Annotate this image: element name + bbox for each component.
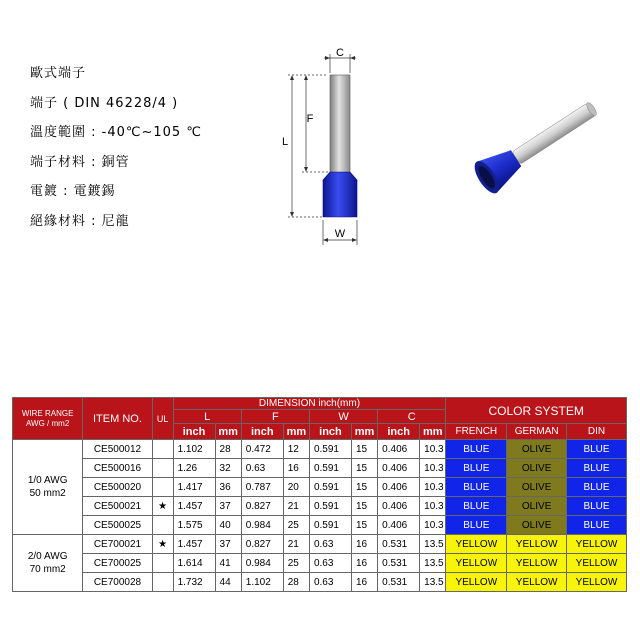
table-row <box>13 459 627 478</box>
dim-w-mm-cell: 16 <box>351 535 377 554</box>
dim-f-mm-cell: 21 <box>283 497 309 516</box>
dim-l-mm-cell: 32 <box>215 459 241 478</box>
dim-w-inch-cell: 0.591 <box>309 440 351 459</box>
dim-l-inch-cell: 1.457 <box>173 497 215 516</box>
color-french-cell: YELLOW <box>446 554 507 573</box>
color-german-cell: OLIVE <box>507 516 567 535</box>
unit-inch-header: inch <box>309 424 351 440</box>
color-din-cell: YELLOW <box>567 535 627 554</box>
dim-f-mm-cell: 25 <box>283 516 309 535</box>
item-number-cell: CE500012 <box>83 440 152 459</box>
dim-label-f: F <box>306 113 314 125</box>
dim-c-inch-cell: 0.531 <box>378 535 420 554</box>
dim-f-inch-cell: 0.984 <box>241 516 283 535</box>
ul-cell <box>152 554 173 573</box>
spec-temperature: 溫度範圍 : -40℃~105 ℃ <box>30 125 202 140</box>
item-number-cell: CE500021 <box>83 497 152 516</box>
dim-l-mm-cell: 28 <box>215 440 241 459</box>
ul-cell <box>152 459 173 478</box>
dim-l-header: L <box>173 410 241 424</box>
spec-standard: 端子 ( DIN 46228/4 ) <box>30 95 179 111</box>
dim-w-mm-cell: 15 <box>351 516 377 535</box>
dim-c-inch-cell: 0.406 <box>378 440 420 459</box>
table-row <box>13 573 627 592</box>
dim-f-mm-cell: 20 <box>283 478 309 497</box>
dim-c-mm-cell: 13.5 <box>420 554 446 573</box>
color-german-cell: YELLOW <box>507 573 567 592</box>
dim-f-inch-cell: 1.102 <box>241 573 283 592</box>
dim-c-inch-cell: 0.531 <box>378 554 420 573</box>
german-header: GERMAN <box>507 424 567 440</box>
color-din-cell: BLUE <box>567 459 627 478</box>
dim-w-mm-cell: 16 <box>351 573 377 592</box>
color-din-cell: YELLOW <box>567 554 627 573</box>
ul-cell <box>152 440 173 459</box>
dim-c-mm-cell: 10.3 <box>420 497 446 516</box>
table-row <box>13 497 627 516</box>
item-number-cell: CE500016 <box>83 459 152 478</box>
dim-l-mm-cell: 40 <box>215 516 241 535</box>
color-french-cell: BLUE <box>446 516 507 535</box>
ul-cell <box>152 573 173 592</box>
dim-w-mm-cell: 15 <box>351 497 377 516</box>
color-din-cell: BLUE <box>567 516 627 535</box>
color-german-cell: OLIVE <box>507 478 567 497</box>
unit-inch-header: inch <box>241 424 283 440</box>
dim-l-mm-cell: 37 <box>215 497 241 516</box>
color-french-cell: BLUE <box>446 459 507 478</box>
dim-f-inch-cell: 0.787 <box>241 478 283 497</box>
dim-label-l: L <box>281 136 289 148</box>
dim-l-inch-cell: 1.732 <box>173 573 215 592</box>
color-din-cell: YELLOW <box>567 573 627 592</box>
color-din-cell: BLUE <box>567 440 627 459</box>
wire-range-cell <box>13 535 83 592</box>
color-german-cell: YELLOW <box>507 535 567 554</box>
range-mm: 50 mm2 <box>29 488 66 499</box>
dim-w-inch-cell: 0.591 <box>309 497 351 516</box>
dim-l-inch-cell: 1.575 <box>173 516 215 535</box>
color-german-cell: OLIVE <box>507 440 567 459</box>
dim-w-mm-cell: 15 <box>351 478 377 497</box>
range-awg: 2/0 AWG <box>27 551 68 562</box>
table-row <box>13 516 627 535</box>
color-french-cell: YELLOW <box>446 535 507 554</box>
item-number-cell: CE500020 <box>83 478 152 497</box>
ul-cell: ★ <box>152 535 173 554</box>
dim-w-mm-cell: 15 <box>351 459 377 478</box>
dim-l-inch-cell: 1.26 <box>173 459 215 478</box>
french-header: FRENCH <box>446 424 507 440</box>
item-number-cell: CE500025 <box>83 516 152 535</box>
dim-l-inch-cell: 1.417 <box>173 478 215 497</box>
dimension-drawing <box>280 40 390 250</box>
range-awg: 1/0 AWG <box>27 475 68 486</box>
table-row <box>13 478 627 497</box>
dim-f-inch-cell: 0.984 <box>241 554 283 573</box>
dim-f-header: F <box>241 410 309 424</box>
dim-c-inch-cell: 0.406 <box>378 497 420 516</box>
ferrule-side-view <box>323 75 357 217</box>
dim-w-inch-cell: 0.591 <box>309 459 351 478</box>
ul-header: UL <box>152 398 173 440</box>
spec-insulation: 絕緣材料 : 尼龍 <box>30 213 130 229</box>
color-french-cell: BLUE <box>446 497 507 516</box>
spec-title: 歐式端子 <box>30 66 87 81</box>
dim-w-inch-cell: 0.591 <box>309 478 351 497</box>
table-body <box>13 440 627 592</box>
spec-plating: 電鍍 : 電鍍錫 <box>30 184 116 199</box>
item-number-header: ITEM NO. <box>83 398 152 440</box>
item-number-cell: CE700021 <box>83 535 152 554</box>
spec-list <box>30 66 202 243</box>
color-system-header: COLOR SYSTEM <box>446 398 627 424</box>
dim-l-mm-cell: 36 <box>215 478 241 497</box>
unit-mm-header: mm <box>215 424 241 440</box>
table-row <box>13 440 627 459</box>
dim-c-mm-cell: 10.3 <box>420 478 446 497</box>
dim-c-inch-cell: 0.531 <box>378 573 420 592</box>
dim-c-mm-cell: 10.3 <box>420 440 446 459</box>
dim-l-inch-cell: 1.614 <box>173 554 215 573</box>
unit-mm-header: mm <box>283 424 309 440</box>
spec-material: 端子材料 : 銅管 <box>30 154 130 170</box>
color-french-cell: BLUE <box>446 440 507 459</box>
color-german-cell: OLIVE <box>507 459 567 478</box>
dim-l-inch-cell: 1.457 <box>173 535 215 554</box>
dim-l-inch-cell: 1.102 <box>173 440 215 459</box>
wire-range-header-line1: WIRE RANGE <box>21 408 74 418</box>
unit-mm-header: mm <box>351 424 377 440</box>
range-mm: 70 mm2 <box>29 564 66 575</box>
dim-f-mm-cell: 12 <box>283 440 309 459</box>
table-row <box>13 535 627 554</box>
dim-f-inch-cell: 0.827 <box>241 497 283 516</box>
din-header: DIN <box>567 424 627 440</box>
dim-w-header: W <box>309 410 377 424</box>
specification-table <box>12 397 627 592</box>
dim-w-mm-cell: 16 <box>351 554 377 573</box>
unit-mm-header: mm <box>420 424 446 440</box>
dim-w-inch-cell: 0.63 <box>309 573 351 592</box>
dim-c-mm-cell: 10.3 <box>420 516 446 535</box>
dim-w-inch-cell: 0.63 <box>309 554 351 573</box>
dimension-header: DIMENSION inch(mm) <box>173 398 446 410</box>
color-din-cell: BLUE <box>567 497 627 516</box>
dim-w-inch-cell: 0.591 <box>309 516 351 535</box>
dim-f-mm-cell: 25 <box>283 554 309 573</box>
color-french-cell: BLUE <box>446 478 507 497</box>
dim-f-inch-cell: 0.827 <box>241 535 283 554</box>
dim-f-mm-cell: 21 <box>283 535 309 554</box>
color-german-cell: OLIVE <box>507 497 567 516</box>
item-number-cell: CE700025 <box>83 554 152 573</box>
unit-inch-header: inch <box>173 424 215 440</box>
item-number-cell: CE700028 <box>83 573 152 592</box>
ul-cell <box>152 516 173 535</box>
dim-l-mm-cell: 37 <box>215 535 241 554</box>
unit-inch-header: inch <box>378 424 420 440</box>
dim-c-mm-cell: 13.5 <box>420 535 446 554</box>
dim-c-inch-cell: 0.406 <box>378 459 420 478</box>
ferrule-3d-render <box>460 90 610 200</box>
dim-w-mm-cell: 15 <box>351 440 377 459</box>
table-row <box>13 554 627 573</box>
wire-range-header <box>13 398 83 440</box>
dim-label-c: C <box>336 47 344 59</box>
dim-c-inch-cell: 0.406 <box>378 516 420 535</box>
dim-c-inch-cell: 0.406 <box>378 478 420 497</box>
color-french-cell: YELLOW <box>446 573 507 592</box>
color-din-cell: BLUE <box>567 478 627 497</box>
wire-range-header-line2: AWG / mm2 <box>26 418 70 428</box>
dim-f-mm-cell: 28 <box>283 573 309 592</box>
dim-l-mm-cell: 44 <box>215 573 241 592</box>
dim-f-inch-cell: 0.472 <box>241 440 283 459</box>
wire-range-cell <box>13 440 83 535</box>
ul-cell <box>152 478 173 497</box>
color-german-cell: YELLOW <box>507 554 567 573</box>
dim-w-inch-cell: 0.63 <box>309 535 351 554</box>
dim-f-inch-cell: 0.63 <box>241 459 283 478</box>
dim-l-mm-cell: 41 <box>215 554 241 573</box>
ul-cell: ★ <box>152 497 173 516</box>
dim-c-mm-cell: 10.3 <box>420 459 446 478</box>
dim-c-mm-cell: 13.5 <box>420 573 446 592</box>
dim-label-w: W <box>334 228 346 240</box>
dim-c-header: C <box>378 410 446 424</box>
dim-f-mm-cell: 16 <box>283 459 309 478</box>
